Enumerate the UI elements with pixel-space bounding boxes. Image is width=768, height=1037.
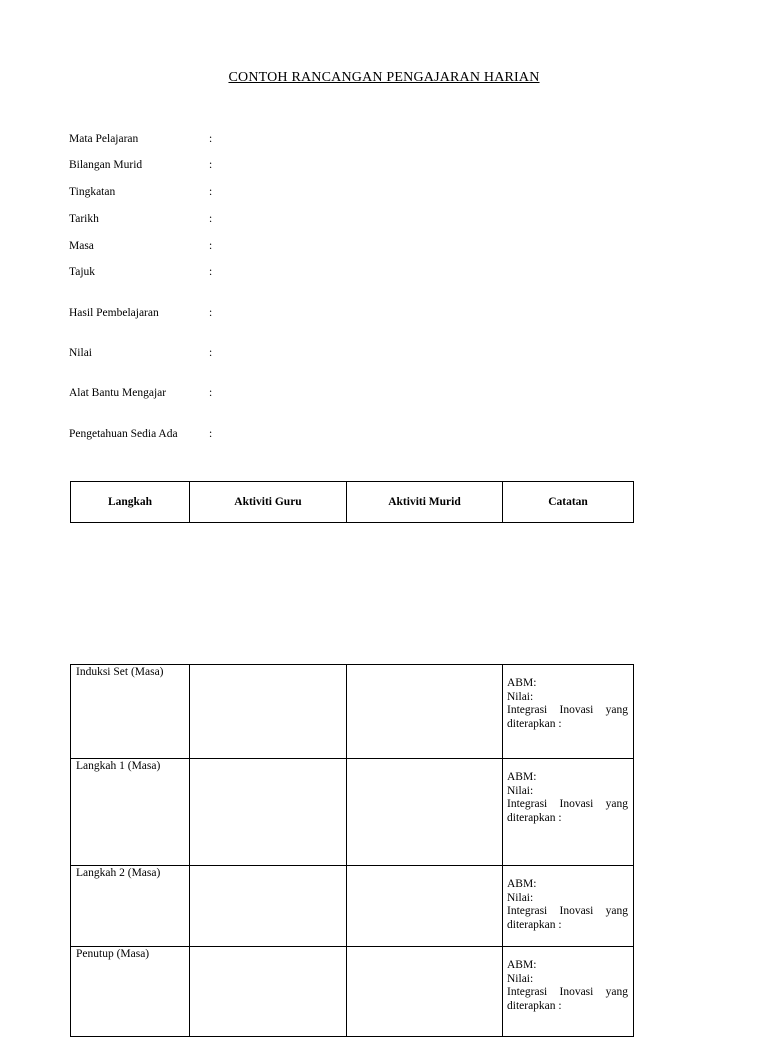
field-label: Hasil Pembelajaran (69, 307, 159, 319)
nilai-label: Nilai: (507, 891, 534, 904)
step-cell: Penutup (Masa) (71, 947, 190, 1037)
diterapkan-label: diterapkan : (507, 811, 562, 824)
field-colon: : (209, 266, 213, 278)
field-label: Masa (69, 240, 94, 252)
integrasi-line (507, 905, 628, 919)
abm-label: ABM: (507, 878, 537, 890)
yang-word: yang (605, 905, 628, 917)
step-cell: Langkah 1 (Masa) (71, 759, 190, 866)
field-label: Pengetahuan Sedia Ada (69, 428, 178, 440)
guru-cell (190, 759, 347, 866)
integrasi-word: Integrasi (507, 986, 548, 998)
inovasi-word: Inovasi (559, 798, 594, 810)
murid-cell (347, 665, 503, 759)
integrasi-line (507, 798, 628, 812)
abm-label: ABM: (507, 677, 537, 689)
table-row (71, 947, 634, 1037)
catatan-cell (503, 866, 634, 947)
abm-label: ABM: (507, 959, 537, 971)
catatan-cell (503, 947, 634, 1037)
step-cell: Induksi Set (Masa) (71, 665, 190, 759)
guru-cell (190, 665, 347, 759)
header-aktiviti-guru: Aktiviti Guru (190, 482, 347, 523)
document-title: CONTOH RANCANGAN PENGAJARAN HARIAN (228, 70, 540, 85)
abm-label: ABM: (507, 771, 537, 783)
field-colon: : (209, 347, 213, 359)
field-label: Mata Pelajaran (69, 133, 139, 145)
integrasi-word: Integrasi (507, 704, 548, 716)
field-colon: : (209, 186, 213, 198)
lesson-table-body (70, 664, 634, 1037)
nilai-label: Nilai: (507, 972, 534, 985)
guru-cell (190, 947, 347, 1037)
murid-cell (347, 947, 503, 1037)
field-colon: : (209, 213, 213, 225)
field-colon: : (209, 428, 213, 440)
field-label: Tingkatan (69, 186, 116, 198)
header-aktiviti-murid: Aktiviti Murid (347, 482, 503, 523)
inovasi-word: Inovasi (559, 704, 594, 716)
yang-word: yang (605, 986, 628, 998)
header-langkah: Langkah (71, 482, 190, 523)
header-catatan: Catatan (503, 482, 634, 523)
nilai-label: Nilai: (507, 784, 534, 797)
murid-cell (347, 759, 503, 866)
field-colon: : (209, 387, 213, 399)
field-label: Bilangan Murid (69, 159, 143, 171)
diterapkan-label: diterapkan : (507, 717, 562, 730)
lesson-table-header (70, 481, 634, 523)
field-colon: : (209, 240, 213, 252)
inovasi-word: Inovasi (559, 905, 594, 917)
field-colon: : (209, 159, 213, 171)
field-label: Alat Bantu Mengajar (69, 387, 167, 399)
integrasi-word: Integrasi (507, 905, 548, 917)
catatan-cell (503, 665, 634, 759)
diterapkan-label: diterapkan : (507, 918, 562, 931)
field-colon: : (209, 133, 213, 145)
table-row (71, 759, 634, 866)
field-label: Tarikh (69, 213, 99, 225)
yang-word: yang (605, 704, 628, 716)
guru-cell (190, 866, 347, 947)
murid-cell (347, 866, 503, 947)
integrasi-word: Integrasi (507, 798, 548, 810)
table-row (71, 665, 634, 759)
integrasi-line (507, 986, 628, 1000)
yang-word: yang (605, 798, 628, 810)
step-cell: Langkah 2 (Masa) (71, 866, 190, 947)
field-label: Tajuk (69, 266, 96, 278)
field-label: Nilai (69, 347, 92, 359)
diterapkan-label: diterapkan : (507, 999, 562, 1012)
catatan-cell (503, 759, 634, 866)
field-colon: : (209, 307, 213, 319)
inovasi-word: Inovasi (559, 986, 594, 998)
table-row (71, 866, 634, 947)
integrasi-line (507, 704, 628, 718)
nilai-label: Nilai: (507, 690, 534, 703)
